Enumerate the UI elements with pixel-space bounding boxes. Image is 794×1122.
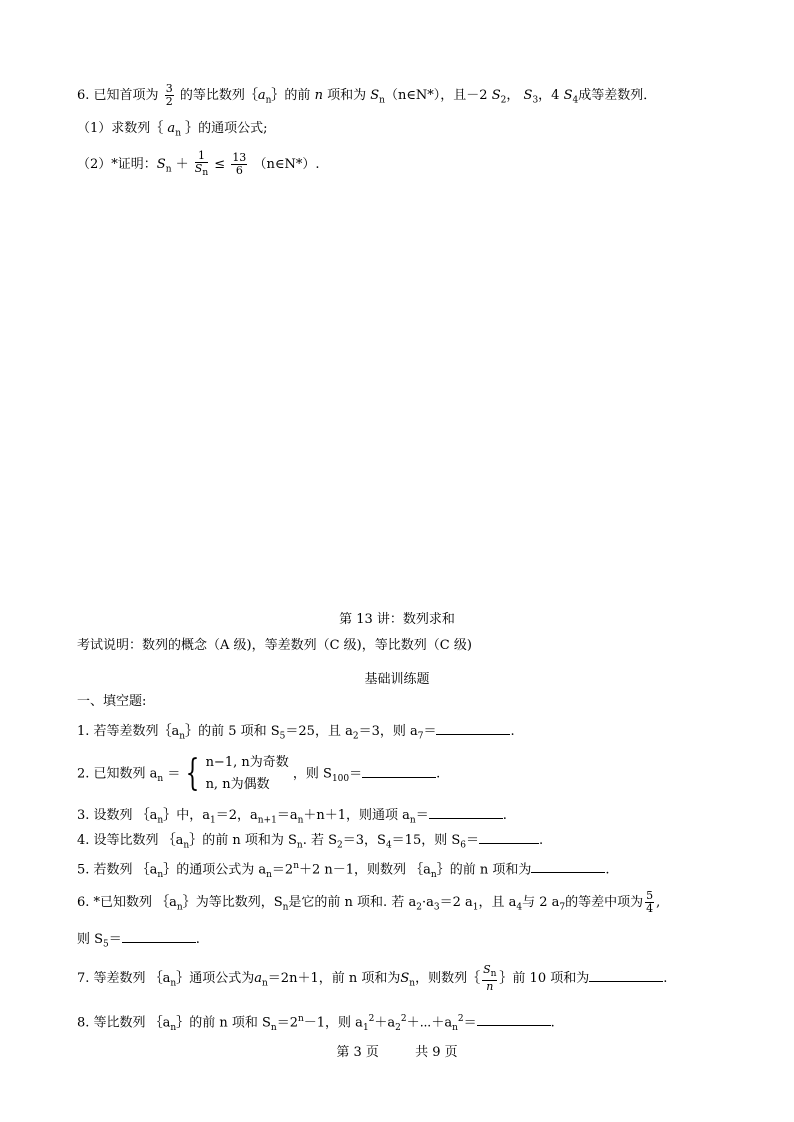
sub: 2: [500, 95, 507, 106]
sub: n: [175, 128, 181, 139]
numerator: 3: [165, 82, 173, 95]
text: 5. 若数列 ｛a: [77, 862, 158, 878]
fraction-three-halves: [165, 83, 174, 108]
denominator: 2: [165, 95, 173, 108]
fraction-one-over-sn: [195, 150, 208, 179]
question-1: [77, 722, 515, 746]
numerator: [482, 964, 497, 981]
var: S: [523, 88, 533, 103]
answer-blank[interactable]: [589, 969, 663, 982]
sub: n: [157, 869, 164, 880]
text: ＝2，a: [215, 808, 258, 823]
sub: n: [170, 978, 177, 989]
exam-note: 考试说明：数列的概念（A 级)，等差数列（C 级)，等比数列（C 级): [77, 638, 472, 653]
text: ＝: [415, 808, 429, 823]
sub: n: [452, 1022, 458, 1033]
denominator: n: [486, 980, 494, 994]
sub: n: [157, 774, 164, 785]
numerator: 1: [195, 150, 208, 163]
text: ＋a: [374, 1015, 396, 1031]
case: n−1, n为奇数: [205, 755, 289, 770]
sub: n: [297, 815, 304, 826]
sub: 5: [279, 731, 286, 742]
text: .: [663, 971, 668, 987]
numerator: 5: [646, 889, 654, 902]
sub: n: [270, 1022, 277, 1033]
text: ＝2: [276, 1015, 298, 1031]
var: S: [400, 971, 410, 987]
sub: n: [179, 731, 186, 742]
text: 的等差中项为: [565, 895, 644, 910]
text: ｝的前 5 项和 S: [185, 724, 280, 739]
sub: 2: [416, 902, 422, 913]
denominator: [195, 163, 208, 179]
brace-icon: {: [185, 753, 199, 794]
var: a: [257, 88, 266, 103]
text: ,: [656, 895, 661, 910]
text: ，且 a: [478, 895, 517, 910]
fraction-13-6: [231, 152, 247, 177]
sub: n: [282, 902, 289, 913]
text: ｝的通项公式为 a: [163, 862, 267, 878]
answer-blank[interactable]: [429, 806, 503, 819]
text: ＝25，且 a: [285, 724, 353, 739]
text: 2. 已知数列 a: [77, 766, 158, 782]
sub: 2: [352, 731, 359, 742]
question-4: [77, 831, 543, 855]
var: S: [156, 157, 166, 173]
lecture-title: 第 13 讲：数列求和: [339, 612, 455, 627]
text: ＋n＋1，则通项 a: [303, 808, 410, 823]
fraction-five-quarters: [645, 890, 654, 915]
question-3: [77, 806, 507, 830]
text: 的等比数列｛: [179, 88, 258, 103]
text: .: [502, 808, 507, 823]
text: ＝2 a: [439, 895, 473, 910]
answer-blank[interactable]: [122, 930, 196, 943]
text: ＋⋯＋a: [406, 1015, 453, 1031]
sub: 4: [385, 840, 392, 851]
fraction-sn-over-n: [482, 964, 497, 993]
text: ＝15，则 S: [391, 833, 461, 848]
text: ｝的前: [271, 88, 311, 103]
sub: 7: [559, 902, 566, 913]
sub: n: [157, 815, 164, 826]
sub: n: [202, 168, 209, 179]
var: S: [194, 162, 203, 175]
sup: 2: [457, 1014, 464, 1024]
sub: n: [265, 95, 272, 106]
sub: 7: [417, 731, 424, 742]
var: a: [167, 121, 176, 136]
sub: 6: [460, 840, 466, 851]
text: ＝: [463, 1015, 477, 1031]
sub: 1: [209, 815, 216, 826]
text: ，: [506, 88, 520, 103]
sub: n: [296, 840, 303, 851]
answer-blank[interactable]: [477, 1013, 551, 1026]
text: ＝3，S: [342, 833, 386, 848]
var: S: [483, 963, 491, 976]
question-6: [77, 890, 660, 917]
sub: 4: [516, 902, 523, 913]
piecewise-cases: [206, 752, 289, 796]
text: 与 2 a: [522, 895, 560, 910]
sub: 100: [331, 774, 350, 785]
sup: n: [293, 861, 299, 871]
question-5: [77, 857, 610, 884]
sub: 2: [337, 840, 343, 851]
text: ＝3，则 a: [358, 724, 418, 739]
sub: n: [490, 969, 497, 980]
text: ，则 S: [292, 766, 332, 782]
text: . 若 S: [302, 833, 338, 848]
sup: n: [297, 1014, 304, 1024]
question-7: [77, 964, 667, 993]
answer-blank[interactable]: [531, 860, 605, 873]
text: ·a: [421, 895, 434, 910]
text: ＝2n＋1，前 n 项和为: [267, 971, 401, 987]
sub: 1: [472, 902, 479, 913]
page-number: 第 3 页: [336, 1045, 379, 1060]
question-8: [77, 1010, 555, 1037]
case: n, n为偶数: [205, 777, 270, 792]
sub: 3: [532, 95, 539, 106]
var: S: [370, 88, 380, 103]
var: S: [491, 88, 501, 103]
text: 是它的前 n 项和. 若 a: [288, 895, 417, 910]
sub: 4: [572, 95, 579, 106]
text: 7. 等差数列 ｛a: [77, 971, 171, 987]
text: 成等差数列．: [578, 88, 657, 103]
text: 3. 设数列 ｛a: [77, 808, 158, 823]
text: ｝为等比数列，S: [182, 895, 283, 910]
sub: n: [176, 902, 183, 913]
text: ＝: [108, 932, 122, 947]
denominator: 4: [646, 902, 654, 915]
text: ＋2 n－1，则数列 ｛a: [298, 862, 431, 878]
sub: n: [409, 815, 416, 826]
answer-blank[interactable]: [362, 765, 436, 778]
text: （1）求数列｛: [77, 121, 164, 136]
text: ｝中，a: [163, 808, 210, 823]
sub: n: [430, 869, 437, 880]
text: ＝: [466, 833, 480, 848]
sub: n: [183, 840, 190, 851]
text: 项和为: [327, 88, 367, 103]
answer-blank[interactable]: [436, 722, 510, 735]
text: －1，则 a: [303, 1015, 363, 1031]
text: （2）*证明：: [77, 157, 157, 173]
problem6-part2: [77, 150, 319, 179]
text: .: [195, 932, 200, 947]
sub: n: [379, 95, 385, 106]
text: ＝a: [276, 808, 298, 823]
text: .: [605, 862, 610, 878]
text: 6. *已知数列 ｛a: [77, 895, 177, 910]
text: （n∈N*）.: [253, 157, 320, 173]
text: ｝通项公式为: [176, 971, 255, 987]
text: 则 S: [77, 932, 104, 947]
numerator: 13: [232, 151, 247, 165]
text: ，则数列｛: [415, 971, 481, 987]
text: 6. 已知首项为: [77, 88, 159, 103]
var: a: [254, 971, 262, 987]
sub: n: [165, 164, 172, 175]
answer-blank[interactable]: [479, 831, 539, 844]
sub: n: [170, 1022, 177, 1033]
sub: 1: [362, 1022, 369, 1033]
text: .: [510, 724, 515, 739]
text: 8. 等比数列 ｛a: [77, 1015, 171, 1031]
sub: 5: [103, 939, 109, 950]
sup: 2: [400, 1014, 407, 1024]
sub: 3: [433, 902, 440, 913]
var: S: [563, 88, 573, 103]
sub: n: [262, 978, 268, 989]
text: ＝: [349, 766, 363, 782]
sub: n+1: [257, 815, 277, 826]
sub: n: [266, 869, 272, 880]
text: ≤: [214, 157, 226, 173]
text: 1. 若等差数列｛a: [77, 724, 180, 739]
text: ＝2: [271, 862, 294, 878]
text: ｝前 10 项和为: [499, 971, 590, 987]
text: ＋: [175, 157, 189, 173]
question-6-line2: [77, 930, 200, 954]
text: ＝: [423, 724, 437, 739]
var: n: [314, 88, 323, 103]
text: ｝的前 n 项和为 S: [189, 833, 297, 848]
text: （n∈N*），且－2: [384, 88, 488, 103]
text: ，4: [538, 88, 560, 103]
text: ｝的通项公式;: [185, 121, 268, 136]
part-heading: 一、填空题:: [77, 694, 147, 709]
sub: n: [409, 978, 416, 989]
page-footer: [0, 1041, 794, 1060]
text: .: [550, 1015, 555, 1031]
problem6-statement: [77, 83, 656, 110]
text: .: [436, 766, 441, 782]
text: ｝的前 n 项和为: [436, 862, 532, 878]
sup: 2: [368, 1014, 375, 1024]
text: .: [539, 833, 544, 848]
question-2: [77, 752, 440, 796]
page-total: 共 9 页: [415, 1045, 458, 1060]
denominator: 6: [235, 164, 243, 178]
text: ｝的前 n 项和 S: [176, 1015, 271, 1031]
text: ＝: [167, 766, 181, 782]
section-title: 基础训练题: [364, 672, 430, 687]
text: 4. 设等比数列 ｛a: [77, 833, 184, 848]
problem6-part1: [77, 120, 268, 143]
sub: 2: [395, 1022, 401, 1033]
